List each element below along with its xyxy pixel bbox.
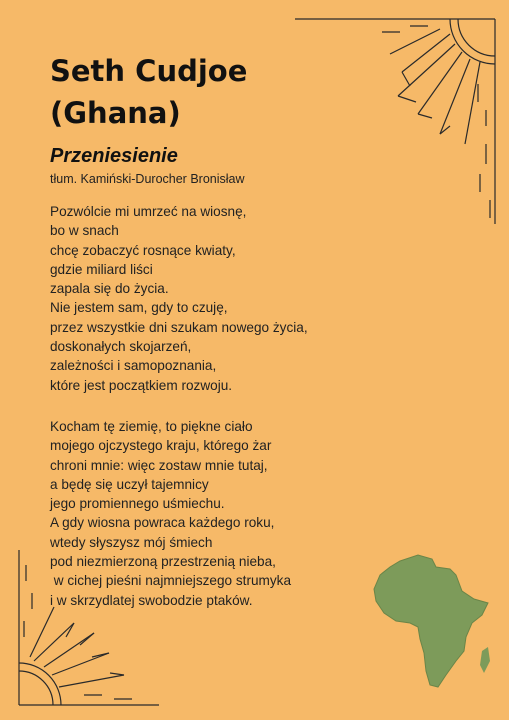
poem-line: doskonałych skojarzeń, [50, 339, 192, 355]
translator-credit: tłum. Kamiński-Durocher Bronisław [50, 172, 245, 186]
poem-line: chcę zobaczyć rosnące kwiaty, [50, 242, 236, 258]
africa-map-icon [370, 553, 500, 693]
poem-line: które jest początkiem rozwoju. [50, 377, 233, 393]
stanza-1 [50, 202, 380, 395]
author-heading: Seth Cudjoe (Ghana) [50, 54, 248, 130]
poem-line: pod niezmierzoną przestrzenią nieba, [50, 554, 276, 570]
poem-line: zapala się do życia. [50, 281, 169, 297]
poem-line: Pozwólcie mi umrzeć na wiosnę, [50, 204, 247, 219]
poem-line: A gdy wiosna powraca każdego roku, [50, 515, 275, 531]
poem-line: i w skrzydlatej swobodzie ptaków. [50, 592, 253, 608]
sun-rays-icon [14, 545, 164, 710]
poem-line: Kocham tę ziemię, to piękne ciało [50, 419, 253, 434]
poem-line: Nie jestem sam, gdy to czuję, [50, 300, 228, 316]
poem-line: gdzie miliard liści [50, 261, 153, 277]
poem-line: bo w snach [50, 223, 119, 239]
poem-title: Przeniesienie [50, 145, 178, 167]
poem-line: wtedy słyszysz mój śmiech [50, 534, 213, 550]
poem-line: mojego ojczystego kraju, którego żar [50, 438, 272, 454]
poem-line: zależności i samopoznania, [50, 358, 217, 374]
poem-line: w cichej pieśni najmniejszego strumyka [50, 573, 292, 589]
poem-line: jego promiennego uśmiechu. [50, 496, 225, 512]
poem-line: a będę się uczył tajemnicy [50, 476, 209, 492]
poem-line: przez wszystkie dni szukam nowego życia, [50, 319, 308, 335]
poem-line: chroni mnie: więc zostaw mnie tutaj, [50, 457, 268, 473]
